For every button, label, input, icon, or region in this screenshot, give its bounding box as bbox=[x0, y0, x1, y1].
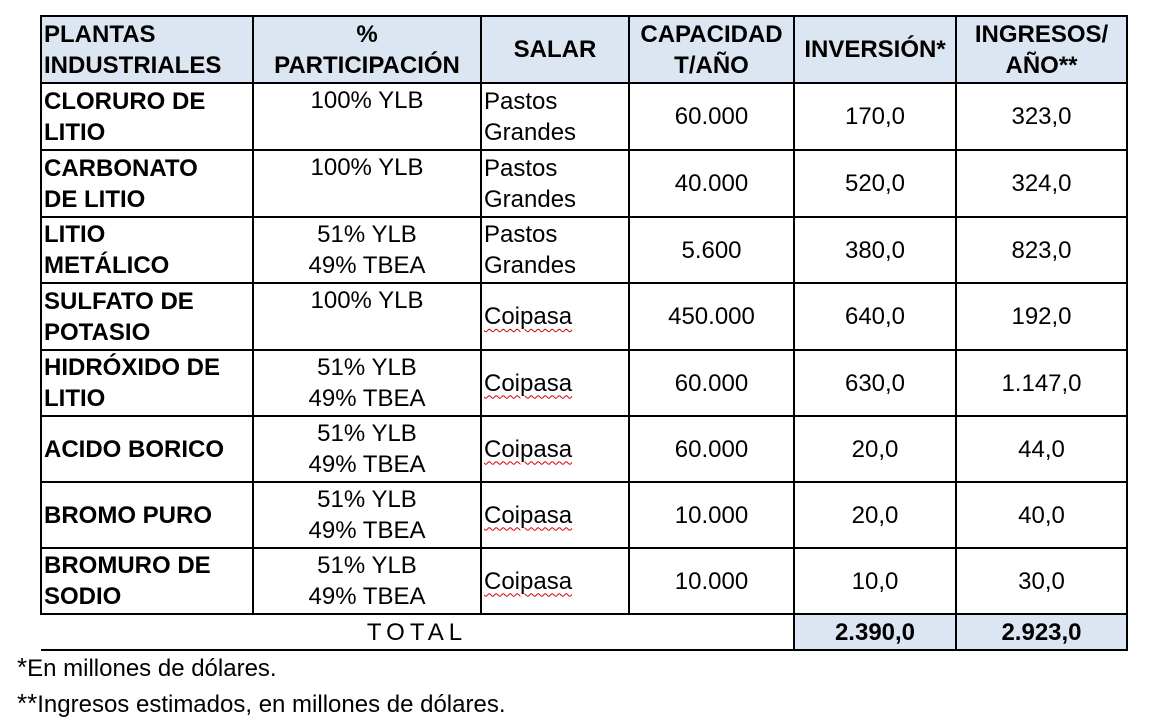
cell-line: 51% YLB bbox=[317, 354, 417, 381]
cell-ingresos: 30,0 bbox=[956, 548, 1127, 614]
table-row bbox=[41, 548, 1127, 614]
cell-line: LITIO bbox=[44, 221, 106, 248]
plantas-table bbox=[40, 15, 1128, 651]
cell-capacidad: 40.000 bbox=[629, 150, 794, 217]
table-row bbox=[41, 350, 1127, 416]
footnote-ingresos bbox=[17, 688, 506, 720]
cell-line: Coipasa bbox=[484, 303, 573, 330]
cell-capacidad: 10.000 bbox=[629, 548, 794, 614]
cell-line: SODIO bbox=[44, 583, 122, 610]
cell-line: 51% YLB bbox=[317, 420, 417, 447]
cell-line: 100% YLB bbox=[310, 87, 424, 114]
table-header-row bbox=[41, 16, 1127, 83]
cell-participacion bbox=[253, 83, 481, 150]
cell-inversion: 20,0 bbox=[794, 482, 956, 548]
cell-capacidad: 60.000 bbox=[629, 350, 794, 416]
cell-planta bbox=[41, 217, 253, 283]
cell-capacidad: 5.600 bbox=[629, 217, 794, 283]
cell-salar bbox=[481, 416, 629, 482]
cell-line: Coipasa bbox=[484, 369, 573, 397]
cell-salar bbox=[481, 150, 629, 217]
header-inversion: INVERSIÓN* bbox=[794, 16, 956, 83]
cell-line: 49% TBEA bbox=[308, 252, 426, 279]
cell-line: Pastos bbox=[484, 154, 558, 182]
cell-line: Grandes bbox=[484, 185, 577, 213]
cell-ingresos: 1.147,0 bbox=[956, 350, 1127, 416]
cell-participacion bbox=[253, 350, 481, 416]
cell-line: 51% YLB bbox=[317, 221, 417, 248]
footnote-text: En millones de dólares. bbox=[27, 655, 277, 682]
cell-ingresos: 324,0 bbox=[956, 150, 1127, 217]
footnote-inversion bbox=[17, 652, 277, 684]
cell-participacion bbox=[253, 482, 481, 548]
cell-capacidad: 10.000 bbox=[629, 482, 794, 548]
cell-line: POTASIO bbox=[44, 318, 151, 346]
cell-line: 51% YLB bbox=[317, 486, 417, 513]
cell-inversion: 20,0 bbox=[794, 416, 956, 482]
cell-planta bbox=[41, 416, 253, 482]
footnote-mark: ** bbox=[17, 688, 38, 718]
total-row bbox=[41, 614, 1127, 650]
cell-line: BROMURO DE bbox=[44, 552, 211, 579]
table-row bbox=[41, 83, 1127, 150]
cell-line: Grandes bbox=[484, 118, 577, 146]
footnote-mark: * bbox=[17, 652, 28, 682]
cell-planta bbox=[41, 283, 253, 350]
cell-participacion bbox=[253, 416, 481, 482]
table-row bbox=[41, 217, 1127, 283]
header-capacidad: CAPACIDAD T/AÑO bbox=[629, 16, 794, 83]
cell-ingresos: 44,0 bbox=[956, 416, 1127, 482]
cell-line: LITIO bbox=[44, 118, 106, 146]
cell-line: Coipasa bbox=[484, 435, 573, 463]
cell-line: 100% YLB bbox=[310, 287, 424, 314]
cell-capacidad: 450.000 bbox=[629, 283, 794, 350]
cell-planta bbox=[41, 83, 253, 150]
total-ingresos: 2.923,0 bbox=[956, 614, 1127, 650]
header-ingresos: INGRESOS/ AÑO** bbox=[956, 16, 1127, 83]
cell-line: 49% TBEA bbox=[308, 385, 426, 412]
cell-line: Coipasa bbox=[484, 501, 573, 529]
cell-capacidad: 60.000 bbox=[629, 83, 794, 150]
cell-line: 100% YLB bbox=[310, 154, 424, 181]
cell-planta bbox=[41, 350, 253, 416]
cell-salar bbox=[481, 482, 629, 548]
total-label: TOTAL bbox=[41, 614, 794, 650]
cell-inversion: 380,0 bbox=[794, 217, 956, 283]
cell-line: CLORURO DE bbox=[44, 87, 206, 115]
cell-planta bbox=[41, 150, 253, 217]
table-row bbox=[41, 150, 1127, 217]
cell-ingresos: 823,0 bbox=[956, 217, 1127, 283]
total-inversion: 2.390,0 bbox=[794, 614, 956, 650]
cell-line: Grandes bbox=[484, 252, 577, 279]
cell-line: 49% TBEA bbox=[308, 451, 426, 478]
cell-ingresos: 323,0 bbox=[956, 83, 1127, 150]
table-row bbox=[41, 283, 1127, 350]
cell-ingresos: 192,0 bbox=[956, 283, 1127, 350]
header-plantas: PLANTAS INDUSTRIALES bbox=[41, 16, 253, 83]
cell-line: DE LITIO bbox=[44, 185, 146, 213]
cell-line: Pastos bbox=[484, 87, 558, 115]
cell-line: 49% TBEA bbox=[308, 583, 426, 610]
cell-line: 51% YLB bbox=[317, 552, 417, 579]
cell-participacion bbox=[253, 283, 481, 350]
cell-inversion: 640,0 bbox=[794, 283, 956, 350]
header-salar: SALAR bbox=[481, 16, 629, 83]
cell-salar bbox=[481, 548, 629, 614]
cell-participacion bbox=[253, 548, 481, 614]
cell-participacion bbox=[253, 217, 481, 283]
cell-inversion: 520,0 bbox=[794, 150, 956, 217]
cell-salar bbox=[481, 283, 629, 350]
cell-capacidad: 60.000 bbox=[629, 416, 794, 482]
cell-planta bbox=[41, 482, 253, 548]
cell-line: LITIO bbox=[44, 385, 106, 412]
cell-line: 49% TBEA bbox=[308, 517, 426, 544]
cell-line: SULFATO DE bbox=[44, 287, 194, 315]
cell-salar bbox=[481, 83, 629, 150]
cell-planta bbox=[41, 548, 253, 614]
cell-line: Pastos bbox=[484, 221, 558, 248]
cell-inversion: 10,0 bbox=[794, 548, 956, 614]
cell-ingresos: 40,0 bbox=[956, 482, 1127, 548]
table-row bbox=[41, 482, 1127, 548]
cell-line: HIDRÓXIDO DE bbox=[44, 354, 221, 381]
cell-line: METÁLICO bbox=[44, 252, 170, 279]
cell-inversion: 170,0 bbox=[794, 83, 956, 150]
cell-line: BROMO PURO bbox=[44, 501, 212, 529]
table-row bbox=[41, 416, 1127, 482]
cell-salar bbox=[481, 350, 629, 416]
header-participacion: % PARTICIPACIÓN bbox=[253, 16, 481, 83]
cell-line: CARBONATO bbox=[44, 154, 198, 182]
cell-participacion bbox=[253, 150, 481, 217]
cell-line: Coipasa bbox=[484, 567, 573, 595]
cell-salar bbox=[481, 217, 629, 283]
footnote-text: Ingresos estimados, en millones de dólares. bbox=[37, 691, 506, 718]
cell-inversion: 630,0 bbox=[794, 350, 956, 416]
cell-line: ACIDO BORICO bbox=[44, 435, 224, 463]
